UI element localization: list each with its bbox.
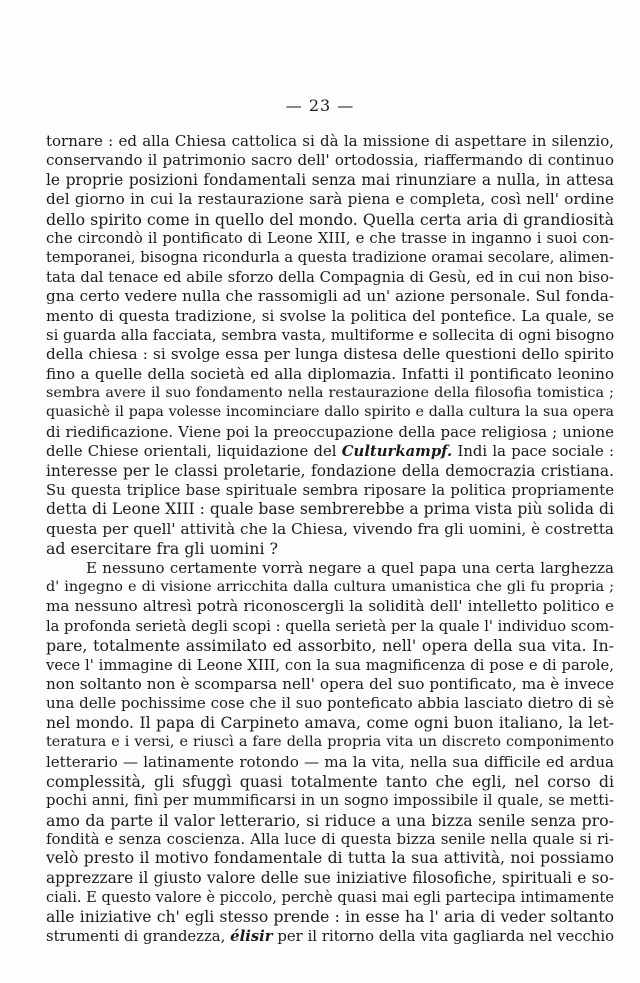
text-line: teratura e i versi, e riuscì a fare della propria vita un discreto componimento [46,734,614,751]
text-line: del giorno in cui la restaurazione sarà piena e completa, così nell' ordine [46,190,614,209]
text-line: tata dal tenace ed abile sforzo della Compagnia di Gesù, ed in cui non biso- [46,268,614,286]
italic-term: Culturkampf. [341,443,453,461]
text-line: conservando il patrimonio sacro dell' ortodossia, riaffermando di continuo [46,151,614,170]
text-line: la profonda serietà degli scopi : quella serietà per la quale l' individuo scom- [46,617,614,635]
text-line: della chiesa : si svolge essa per lunga distesa delle questioni dello spirito [46,345,614,364]
text-line: che circondò il pontificato di Leone XIII, e che trasse in inganno i suoi con- [46,229,614,247]
text-line: dello spirito come in quello del mondo. Quella certa aria di grandiosità [46,209,614,229]
text-line: mento di questa tradizione, si svolse la politica del pontefice. La quale, se [46,306,614,325]
text-line: interesse per le classi proletarie, fondazione della democrazia cristiana. [46,461,614,480]
text-line: ad esercitare fra gli uomini ? [46,539,279,559]
text-line: nel mondo. Il papa di Carpineto amava, come ogni buon italiano, la let- [46,713,614,732]
text-line: fondità e senza coscienza. Alla luce di questa bizza senile nella quale si ri- [46,830,614,849]
text-line: si guarda alla facciata, sembra vasta, multiforme e sollecita di ogni bisogno [46,326,614,344]
text-line: temporanei, bisogna ricondurla a questa tradizione oramai secolare, alimen- [46,249,614,267]
text-line: ciali. E questo valore è piccolo, perchè quasi mai egli partecipa intimamente [46,889,614,907]
text-segment: delle Chiese orientali, liquidazione del [46,443,342,461]
text-line [46,927,614,946]
page-number: — 23 — [285,96,355,115]
text-line: ma nessuno altresì potrà riconoscergli la solidità dell' intelletto politico e [46,597,614,616]
text-line: le proprie posizioni fondamentali senza mai rinunziare a nulla, in attesa [46,170,614,189]
text-line: apprezzare il giusto valore delle sue iniziative filosofiche, spirituali e so- [46,868,614,887]
text-line: vece l' immagine di Leone XIII, con la sua magnificenza di pose e di parole, [46,656,614,674]
text-line: quasichè il papa volesse incominciare dallo spirito e dalla cultura la sua opera [46,404,614,421]
text-line [46,442,614,461]
text-line: tornare : ed alla Chiesa cattolica si dà la missione di aspettare in silenzio, [46,132,614,150]
text-line: sembra avere il suo fondamento nella restaurazione della filosofia tomistica ; [46,385,614,402]
text-line: detta di Leone XIII : quale base sembrerebbe a prima vista più solida di [46,500,614,519]
text-line: questa per quell' attività che la Chiesa, vivendo fra gli uomini, è costretta [46,519,614,538]
text-line: amo da parte il valor letterario, si riduce a una bizza senile senza pro- [46,810,614,830]
text-line: Su questa triplice base spirituale sembra riposare la politica propriamente [46,482,614,500]
text-line: gna certo vedere nulla che rassomigli ad un' azione personale. Sul fonda- [46,287,614,306]
text-segment: strumenti di grandezza, [46,928,231,946]
text-segment: Indi la pace sociale : [452,443,614,461]
text-line: complessità, gli sfuggì quasi totalmente tanto che egli, nel corso di [46,771,614,791]
text-line: d' ingegno e di visione arricchita dalla cultura umanistica che gli fu propria ; [46,578,614,595]
text-line: alle iniziative ch' egli stesso prende : in esse ha l' aria di veder soltanto [46,907,614,926]
text-segment: per il ritorno della vita gagliarda nel vecchio [272,928,614,946]
text-line: pare, totalmente assimilato ed assorbito, nell' opera della sua vita. In- [46,636,614,656]
italic-term: élisir [230,928,273,946]
text-line: fino a quelle della società ed alla diplomazia. Infatti il pontificato leonino [46,364,614,383]
text-line: non soltanto non è scomparsa nell' opera del suo pontificato, ma è invece [46,674,614,693]
text-line: velò presto il motivo fondamentale di tutta la sua attività, noi possiamo [46,849,614,868]
text-line: E nessuno certamente vorrà negare a quel papa una certa larghezza [86,558,614,577]
text-line: letterario — latinamente rotondo — ma la vita, nella sua difficile ed ardua [46,752,614,771]
text-line: pochi anni, finì per mummificarsi in un sogno impossibile il quale, se metti- [46,792,614,810]
text-line: una delle pochissime cose che il suo ponteficato abbia lasciato dietro di sè [46,694,614,713]
body-text [46,132,614,946]
text-line: di riedificazione. Viene poi la preoccupazione della pace religiosa ; unione [46,422,614,441]
